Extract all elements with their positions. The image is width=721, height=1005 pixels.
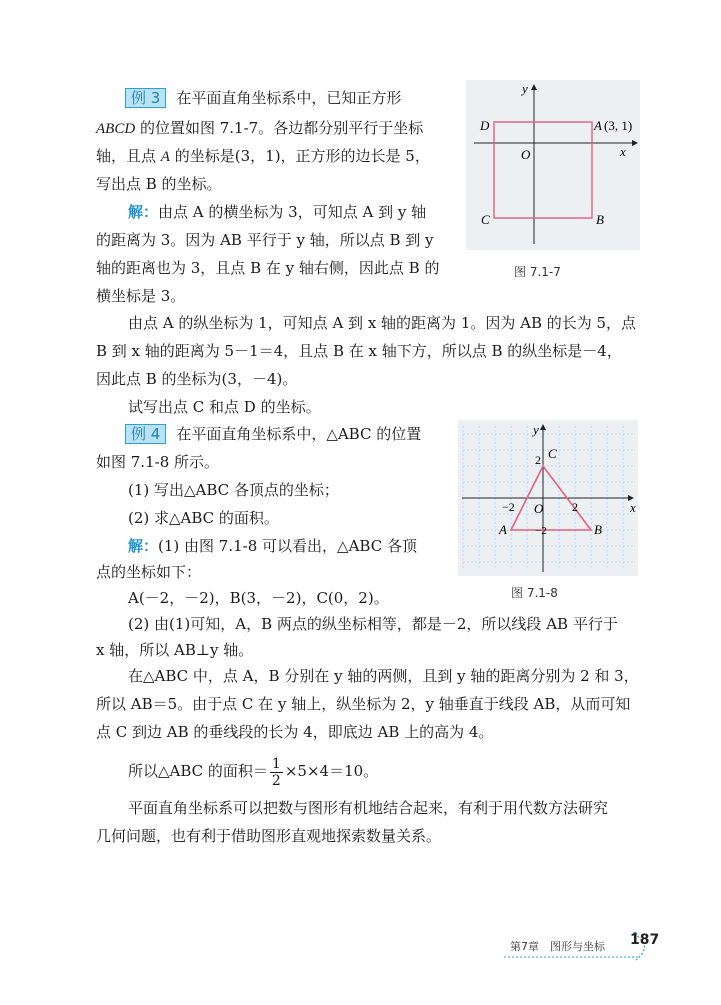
example-3-paragraph-1: 由点 A 的纵坐标为 1，可知点 A 到 x 轴的距离为 1。因为 AB 的长为 5，点 [128, 314, 637, 332]
example-3-solution-4: 横坐标是 3。 [96, 287, 186, 305]
example-4-label: 例 4 [125, 424, 166, 444]
x-axis-label: x [620, 144, 626, 159]
example-3-line-4: 写出点 B 的坐标。 [96, 175, 222, 193]
y-axis-arrow [540, 424, 546, 430]
example-3-solution-1: 解：由点 A 的横坐标为 3，可知点 A 到 y 轴 [128, 203, 427, 221]
example-4-solution-5: x 轴，所以 AB⊥y 轴。 [96, 641, 254, 659]
summary-line-2: 几何问题，也有利于借助图形直观地探索数量关系。 [96, 827, 442, 845]
example-4-solution-7: 所以 AB＝5。由于点 C 在 y 轴上，纵坐标为 2，y 轴垂直于线段 AB，从而可知 [96, 695, 631, 713]
square-abcd [494, 122, 592, 218]
x-axis-arrow [632, 140, 638, 146]
figure-7-1-8 [458, 420, 638, 576]
x-axis-label: x [630, 500, 636, 515]
example-4-solution-4: (2) 由(1)可知，A，B 两点的纵坐标相等，都是－2，所以线段 AB 平行于 [128, 615, 618, 633]
point-b-label: B [596, 212, 604, 227]
example-3-label: 例 3 [125, 88, 166, 108]
page-number: 187 [630, 932, 660, 948]
example-3-line-3: 轴，且点 A 的坐标是(3，1)，正方形的边长是 5， [96, 147, 430, 165]
figure-7-1-7 [466, 80, 640, 250]
example-3-paragraph-3: 因此点 B 的坐标为(3，－4)。 [96, 370, 298, 388]
example-3-solution-3: 轴的距离也为 3，且点 B 在 y 轴右侧，因此点 B 的 [96, 259, 440, 277]
point-c-label: C [481, 212, 490, 227]
example-4-solution-1: 解：(1) 由图 7.1-8 可以看出，△ABC 各顶 [128, 537, 417, 555]
y-axis-label: y [533, 422, 539, 437]
example-3-try: 试写出点 C 和点 D 的坐标。 [128, 398, 321, 416]
example-4-line-1: 例 4 在平面直角坐标系中，△ABC 的位置 [125, 424, 421, 444]
point-d-label: D [480, 118, 490, 133]
tick-label-y-minus-2: −2 [535, 525, 547, 537]
y-axis-arrow [531, 84, 537, 90]
example-4-line-2: 如图 7.1-8 所示。 [96, 453, 220, 471]
tick-label-x-minus-2: −2 [502, 500, 515, 514]
example-4-question-1: (1) 写出△ABC 各顶点的坐标； [128, 481, 339, 499]
point-a-label: A [594, 118, 602, 133]
example-4-solution-2: 点的坐标如下： [96, 563, 202, 581]
example-4-solution-6: 在△ABC 中，点 A，B 分别在 y 轴的两侧，且到 y 轴的距离分别为 2 和 3， [128, 667, 639, 685]
example-3-line-2: ABCD 的位置如图 7.1-7。各边都分别平行于坐标 [96, 119, 424, 137]
tick-label-y-2: 2 [535, 453, 541, 467]
example-3-paragraph-2: B 到 x 轴的距离为 5－1＝4，且点 B 在 x 轴下方，所以点 B 的纵坐标是－4， [96, 342, 622, 360]
point-c-label: C [548, 446, 557, 461]
example-4-question-2: (2) 求△ABC 的面积。 [128, 509, 279, 527]
origin-label: O [534, 501, 544, 516]
example-3-solution-2: 的距离为 3。因为 AB 平行于 y 轴，所以点 B 到 y [96, 231, 434, 249]
figure-7-1-7-caption: 图 7.1-7 [514, 265, 561, 279]
point-b-label: B [594, 522, 602, 537]
example-3-line-1: 例 3 在平面直角坐标系中，已知正方形 [125, 88, 401, 108]
origin-label: O [521, 147, 531, 162]
example-4-solution-3: A(－2，－2)，B(3，－2)，C(0，2)。 [128, 589, 389, 607]
summary-line-1: 平面直角坐标系可以把数与图形有机地结合起来，有利于用代数方法研究 [128, 799, 609, 817]
figure-7-1-8-caption: 图 7.1-8 [511, 586, 558, 600]
footer-chapter: 第7章 图形与坐标 [510, 940, 605, 953]
point-a-coord: (3, 1) [604, 118, 633, 133]
area-fraction: $\frac{1}{2}$ [271, 755, 281, 789]
y-axis-label: y [522, 81, 528, 96]
point-a-label: A [499, 522, 507, 537]
example-4-area: 所以△ABC 的面积＝ $\frac{1}{2}$ ×5×4＝10。 [128, 755, 379, 789]
tick-label-x-2: 2 [572, 500, 578, 514]
example-4-solution-8: 点 C 到边 AB 的垂线段的长为 4，即底边 AB 上的高为 4。 [96, 723, 494, 741]
